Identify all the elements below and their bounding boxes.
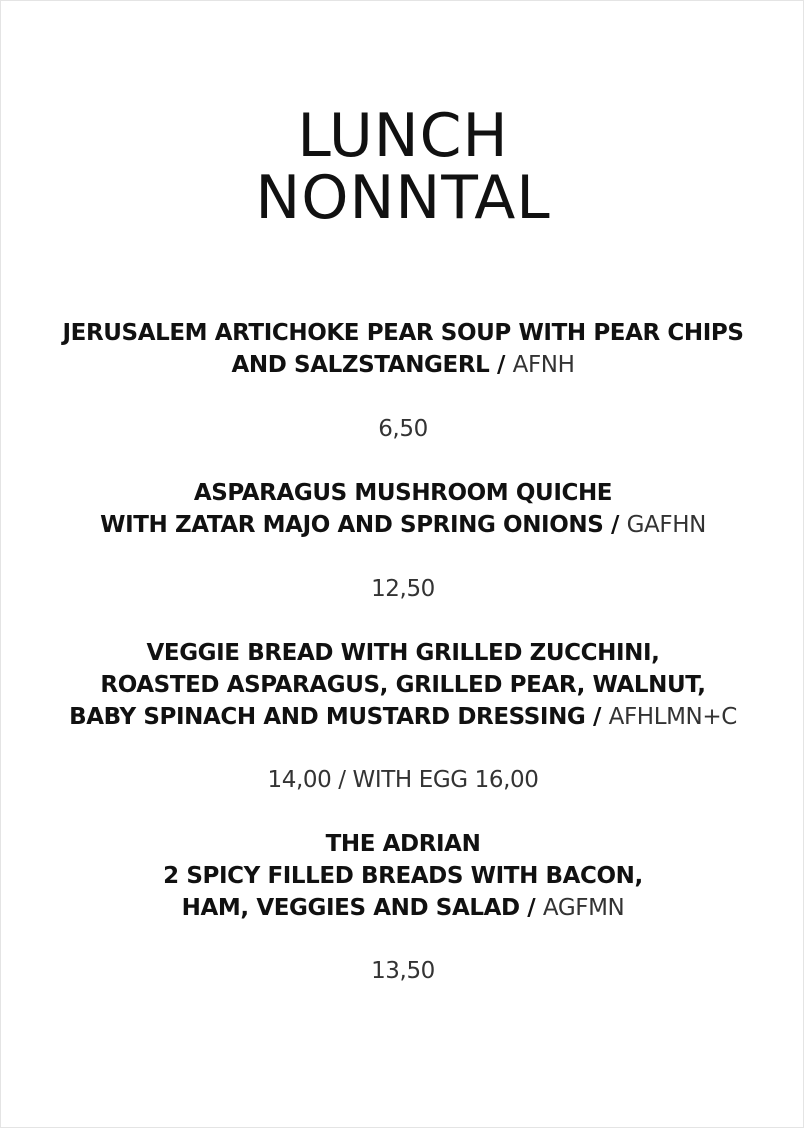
allergen-codes: AFNH [512,352,575,378]
menu-item-price: 12,50 [371,576,435,602]
allergen-codes: AGFMN [542,895,625,921]
menu-item-price: 14,00 / WITH EGG 16,00 [267,767,539,793]
menu-item-line: BABY SPINACH AND MUSTARD DRESSING / [69,704,602,730]
menu-item-name [1,317,804,381]
menu-item-line: VEGGIE BREAD WITH GRILLED ZUCCHINI, [146,640,660,666]
allergen-codes: GAFHN [626,512,706,538]
menu-item-name [1,477,804,541]
menu-item-name [1,637,804,733]
menu-title-line2: NONNTAL [255,163,551,233]
menu-item-soup [1,317,804,381]
menu-item-line: THE ADRIAN [325,831,481,857]
menu-title-line1: LUNCH [297,101,509,171]
menu-item-line: AND SALZSTANGERL / [231,352,506,378]
allergen-codes: AFHLMN+C [608,704,737,730]
menu-item-line: ROASTED ASPARAGUS, GRILLED PEAR, WALNUT, [100,672,706,698]
menu-item-line: ASPARAGUS MUSHROOM QUICHE [193,480,613,506]
menu-item-line: HAM, VEGGIES AND SALAD / [181,895,536,921]
menu-item-line: JERUSALEM ARTICHOKE PEAR SOUP WITH PEAR CHIPS [62,320,744,346]
menu-item-the-adrian [1,828,804,924]
menu-item-line: WITH ZATAR MAJO AND SPRING ONIONS / [100,512,619,538]
menu-item-veggie-bread [1,637,804,733]
menu-title [1,101,804,233]
menu-item-quiche [1,477,804,541]
menu-item-line: 2 SPICY FILLED BREADS WITH BACON, [163,863,643,889]
menu-item-name [1,828,804,924]
menu-item-price: 6,50 [378,416,428,442]
menu-item-price: 13,50 [371,958,435,984]
